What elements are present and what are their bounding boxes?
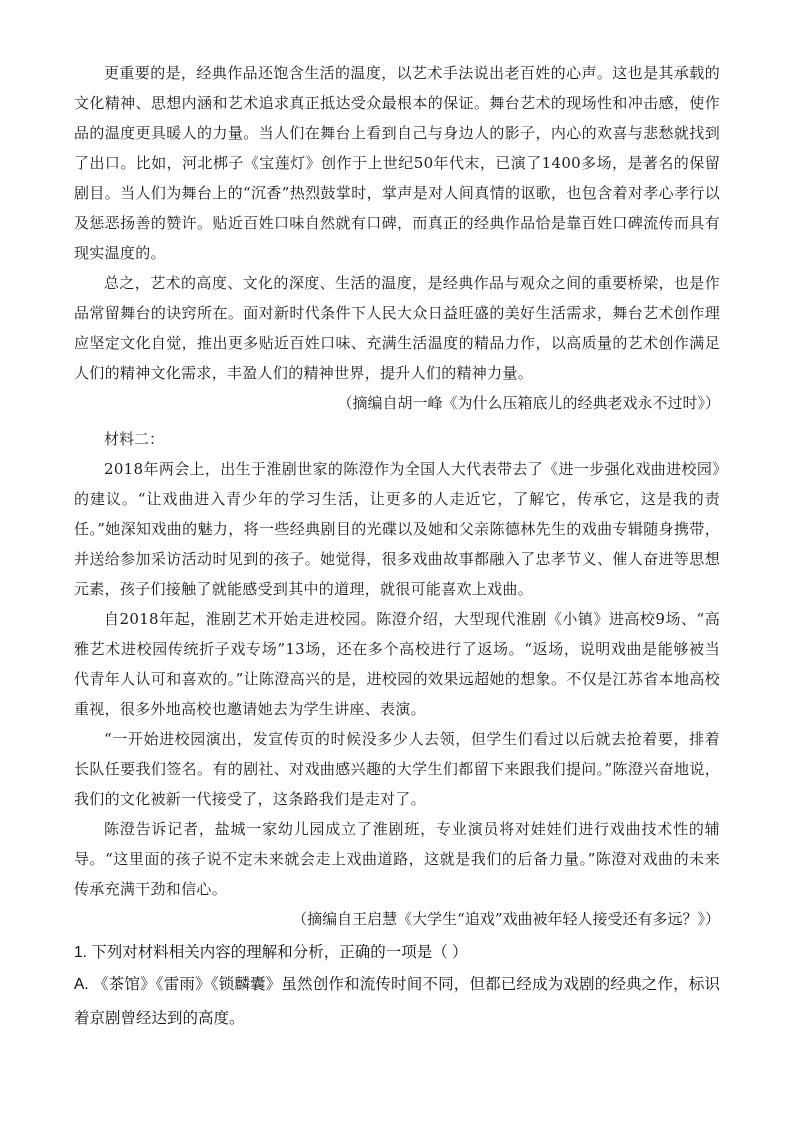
paragraph: 自2018年起，淮剧艺术开始走进校园。陈澄介绍，大型现代淮剧《小镇》进高校9场、“高雅艺术进校园传统折子戏专场”13场，还在多个高校进行了返场。“返场，说明戏曲是能够被当代青年人认可和喜欢的。”让陈澄高兴的是，进校园的效果远超她的想象。不仅是江苏省本地高校重视，很多外地高校也邀请她去为学生讲座、表演。 (74, 610, 720, 718)
option-a: A. 《茶馆》《雷雨》《锁麟囊》虽然创作和流传时间不同，但都已经成为戏剧的经典之作，标识着京剧曾经达到的高度。 (74, 976, 720, 1027)
material-one-tail (74, 58, 720, 418)
question-stem: 1. 下列对材料相关内容的理解和分析，正确的一项是（ ） (74, 944, 468, 961)
document-page (74, 58, 720, 1036)
material-two (74, 424, 720, 934)
paragraph: 更重要的是，经典作品还饱含生活的温度，以艺术手法说出老百姓的心声。这也是其承载的文化精神、思想内涵和艺术追求真正抵达受众最根本的保证。舞台艺术的现场性和冲击感，使作品的温度更具暖人的力量。当人们在舞台上看到自己与身边人的影子，内心的欢喜与悲愁就找到了出口。比如，河北梆子《宝莲灯》创作于上世纪50年代末，已演了1400多场，是著名的保留剧目。当人们为舞台上的“沉香”热烈鼓掌时，掌声是对人间真情的讴歌，也包含着对孝心孝行以及惩恶扬善的赞许。贴近百姓口味自然就有口碑，而真正的经典作品恰是靠百姓口碑流传而具有现实温度的。 (74, 64, 720, 262)
paragraph: “一开始进校园演出，发宣传页的时候没多少人去领，但学生们看过以后就去抢着要，排着长队任要我们签名。有的剧社、对戏曲感兴趣的大学生们都留下来跟我们提问。”陈澄兴奋地说，我们的文化被新一代接受了，这条路我们是走对了。 (74, 730, 720, 808)
citation: （摘编自王启慧《大学生“追戏”戏曲被年轻人接受还有多远？》） (292, 910, 720, 928)
paragraph: 陈澄告诉记者，盐城一家幼儿园成立了淮剧班，专业演员将对娃娃们进行戏曲技术性的辅导。“这里面的孩子说不定未来就会走上戏曲道路，这就是我们的后备力量。”陈澄对戏曲的未来传承充满干劲和信心。 (74, 820, 720, 898)
section-label: 材料二： (104, 430, 165, 448)
paragraph: 总之，艺术的高度、文化的深度、生活的温度，是经典作品与观众之间的重要桥梁，也是作品常留舞台的诀窍所在。面对新时代条件下人民大众日益旺盛的美好生活需求，舞台艺术创作理应坚定文化自觉，推出更多贴近百姓口味、充满生活温度的精品力作，以高质量的艺术创作满足人们的精神文化需求，丰盈人们的精神世界，提升人们的精神力量。 (74, 274, 720, 382)
question-1 (74, 938, 720, 1036)
paragraph: 2018年两会上，出生于淮剧世家的陈澄作为全国人大代表带去了《进一步强化戏曲进校园》的建议。“让戏曲进入青少年的学习生活，让更多的人走近它，了解它，传承它，这是我的责任。”她深知戏曲的魅力，将一些经典剧目的光碟以及她和父亲陈德林先生的戏曲专辑随身携带，并送给参加采访活动时见到的孩子。她觉得，很多戏曲故事都融入了忠孝节义、催人奋进等思想元素，孩子们接触了就能感受到其中的道理，就很可能喜欢上戏曲。 (74, 460, 720, 598)
citation: （摘编自胡一峰《为什么压箱底儿的经典老戏永不过时》） (337, 394, 720, 412)
